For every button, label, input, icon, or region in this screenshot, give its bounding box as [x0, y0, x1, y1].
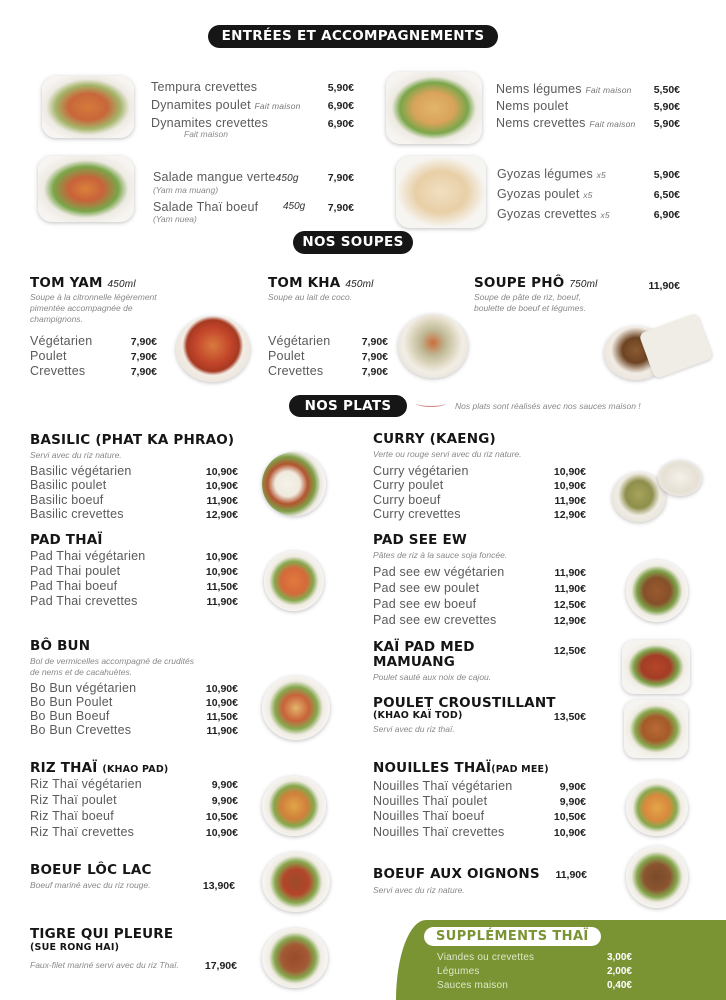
menu-item-name: Basilic boeuf [30, 493, 104, 507]
menu-item-name: Crevettes [268, 364, 324, 378]
dish-title: PAD SEE EW [373, 532, 467, 548]
menu-item-price: 9,90€ [559, 781, 586, 793]
menu-item-price: 7,90€ [361, 336, 388, 348]
menu-item-name: Poulet [268, 349, 305, 363]
menu-item-price: 5,90€ [327, 82, 354, 94]
desc-line: Bol de vermicelles accompagné de crudités [30, 656, 194, 666]
menu-item-price: 11,50€ [206, 581, 238, 593]
menu-item-price: 5,50€ [653, 84, 680, 96]
menu-item-price: 7,90€ [327, 172, 354, 184]
quantity-tag: x5 [600, 210, 610, 220]
menu-item-name: Riz Thaï crevettes [30, 825, 135, 839]
menu-item-price: 12,50€ [553, 645, 586, 657]
section-title-plats: NOS PLATS [289, 395, 407, 417]
menu-item-name: Bo Bun Boeuf [30, 709, 110, 723]
supplement-name: Légumes [437, 966, 480, 977]
item-name: Salade mangue verte [153, 170, 276, 184]
dish-title [30, 760, 168, 776]
menu-item-name: Riz Thaï boeuf [30, 809, 114, 823]
menu-item-price: 17,90€ [204, 960, 237, 972]
item-name: Gyozas poulet [497, 187, 580, 201]
dish-title [373, 760, 549, 776]
desc-line: de nems et de cacahuètes. [30, 667, 133, 677]
menu-item-price: 7,90€ [361, 366, 388, 378]
dish-title: PAD THAÏ [30, 532, 103, 548]
menu-item-price: 10,50€ [553, 811, 586, 823]
menu-item-name: Curry végétarien [373, 464, 469, 478]
menu-item-price: 10,90€ [553, 466, 586, 478]
supplement-price: 0,40€ [606, 980, 632, 991]
title-text: NOUILLES THAÏ [373, 760, 492, 776]
title-text: RIZ THAÏ [30, 760, 98, 776]
poulet-croustillant-photo [624, 700, 688, 758]
menu-item-name: Basilic poulet [30, 478, 107, 492]
kai-pad-photo [622, 640, 690, 694]
item-name: Gyozas légumes [497, 167, 593, 181]
soup-description [474, 292, 586, 314]
item-name: Dynamites poulet [151, 98, 251, 112]
menu-item-price: 11,90€ [555, 869, 587, 881]
rice-bowl-photo [658, 460, 702, 496]
menu-item-name: Pad see ew poulet [373, 581, 480, 595]
riz-thai-photo [262, 776, 326, 836]
menu-item-name: Nouilles Thaï crevettes [373, 825, 505, 839]
volume: 450ml [107, 279, 136, 290]
fait-maison-tag: Fait maison [589, 119, 636, 129]
quantity-tag: x5 [583, 190, 593, 200]
title-text: TOM KHA [268, 275, 341, 291]
desc-line: pimentée accompagnée de [30, 303, 133, 313]
thai-name: (Yam ma muang) [153, 185, 219, 195]
menu-item-name: Nouilles Thaï poulet [373, 794, 488, 808]
menu-item-name: Poulet [30, 349, 67, 363]
menu-item-price: 7,90€ [130, 366, 157, 378]
volume: 450ml [345, 279, 374, 290]
nouilles-photo [626, 780, 688, 836]
plats-note: Nos plats sont réalisés avec nos sauces maison ! [455, 401, 641, 411]
oignons-photo [626, 846, 688, 908]
menu-item-price: 10,90€ [205, 480, 238, 492]
desc-line: Soupe de pâte de riz, boeuf, [474, 292, 581, 302]
menu-item-price: 10,50€ [205, 811, 238, 823]
menu-item-name: Tempura crevettes [151, 80, 258, 94]
menu-item-name: Crevettes [30, 364, 86, 378]
menu-item-price: 11,90€ [648, 280, 680, 292]
volume: 750ml [569, 279, 598, 290]
dish-description: Verte ou rouge servi avec du riz nature. [373, 449, 522, 459]
menu-item-name: Nouilles Thaï boeuf [373, 809, 485, 823]
menu-item-price: 9,90€ [211, 779, 238, 791]
dish-title: BOEUF LÔC LAC [30, 862, 152, 878]
menu-item-price: 11,90€ [554, 567, 586, 579]
dish-description: Servi avec du riz thaï. [373, 724, 455, 734]
supplement-price: 2,00€ [606, 966, 632, 977]
menu-item-price: 5,90€ [653, 169, 680, 181]
desc-line: champignons. [30, 314, 83, 324]
dish-title: BOEUF AUX OIGNONS [373, 866, 540, 882]
dish-description: Faux-filet mariné servi avec du riz Thaï. [30, 960, 179, 970]
title-line: KAÏ PAD MED [373, 639, 475, 655]
item-name: Nems légumes [496, 82, 582, 96]
menu-item-name: Salade Thaï boeuf [153, 200, 259, 214]
tom-yam-photo [176, 316, 250, 382]
menu-item-price: 10,90€ [553, 827, 586, 839]
menu-item-name [496, 116, 635, 130]
title-text: TOM YAM [30, 275, 103, 291]
bo-bun-photo [262, 676, 330, 740]
menu-item-name: Nouilles Thaï végétarien [373, 779, 513, 793]
menu-item-price: 7,90€ [327, 202, 354, 214]
item-name: Nems crevettes [496, 116, 586, 130]
soup-title-tom-kha [268, 275, 374, 291]
gyozas-photo [396, 156, 486, 228]
menu-item-price: 10,90€ [205, 466, 238, 478]
menu-item-name [496, 82, 632, 96]
desc-line: Soupe à la citronnelle légèrement [30, 292, 157, 302]
title-text: SOUPE PHÔ [474, 275, 565, 291]
dish-description: Boeuf mariné avec du riz rouge. [30, 880, 151, 890]
section-title-entrees: ENTRÉES ET ACCOMPAGNEMENTS [208, 25, 498, 48]
salade-photo [38, 156, 134, 222]
menu-item-price: 12,90€ [553, 509, 586, 521]
fait-maison-tag: Fait maison [254, 101, 301, 111]
fait-maison-tag: Fait maison [184, 129, 228, 139]
supplement-name: Sauces maison [437, 980, 508, 991]
loc-lac-photo [262, 852, 330, 912]
menu-item-name: Riz Thaï poulet [30, 793, 117, 807]
dish-description: Servi avec du riz nature. [30, 450, 122, 460]
tempura-photo [42, 76, 134, 138]
section-title-soupes: NOS SOUPES [293, 231, 413, 254]
menu-item-name: Curry poulet [373, 478, 444, 492]
menu-item-price: 10,90€ [553, 480, 586, 492]
menu-item-price: 11,90€ [206, 596, 238, 608]
menu-item-name: Bo Bun Poulet [30, 695, 113, 709]
item-name: Gyozas crevettes [497, 207, 597, 221]
soup-title-tom-yam [30, 275, 136, 291]
dish-subtitle: (SUE RONG HAI) [30, 942, 120, 953]
dish-description: Servi avec du riz nature. [373, 885, 465, 895]
menu-item-name: Végétarien [268, 334, 331, 348]
menu-item-price: 11,90€ [554, 495, 586, 507]
supplements-panel [396, 920, 726, 1000]
menu-item-name: Curry crevettes [373, 507, 461, 521]
menu-item-name: Végétarien [30, 334, 93, 348]
menu-item-price: 11,90€ [554, 583, 586, 595]
menu-item-name: Pad see ew crevettes [373, 613, 497, 627]
menu-item-name [151, 98, 301, 112]
supplement-price: 3,00€ [606, 952, 632, 963]
menu-item-price: 10,90€ [205, 551, 238, 563]
item-weight: 450g [283, 201, 306, 212]
menu-item-price: 6,90€ [653, 209, 680, 221]
menu-item-name: Bo Bun végétarien [30, 681, 137, 695]
dish-description: Pâtes de riz à la sauce soja foncée. [373, 550, 508, 560]
supplement-name: Viandes ou crevettes [437, 952, 535, 963]
menu-item-name: Curry boeuf [373, 493, 441, 507]
menu-item-name: Basilic crevettes [30, 507, 124, 521]
title-line: MAMUANG [373, 654, 456, 670]
pad-see-ew-photo [626, 560, 688, 622]
menu-item-price: 9,90€ [211, 795, 238, 807]
menu-item-price: 5,90€ [653, 101, 680, 113]
menu-item-price: 6,50€ [653, 189, 680, 201]
menu-item-price: 10,90€ [205, 566, 238, 578]
menu-item-name [153, 170, 299, 184]
quantity-tag: x5 [596, 170, 606, 180]
pad-thai-photo [264, 551, 324, 611]
menu-item-price: 12,90€ [553, 615, 586, 627]
desc-line: boulette de boeuf et légumes. [474, 303, 586, 313]
dish-title: CURRY (KAENG) [373, 431, 496, 447]
menu-item-name [497, 207, 610, 221]
menu-item-name [497, 167, 606, 181]
dish-description [30, 656, 194, 678]
menu-item-name: Dynamites crevettes [151, 116, 269, 130]
menu-item-name: Pad Thai poulet [30, 564, 121, 578]
dish-title: TIGRE QUI PLEURE [30, 926, 174, 942]
title-subtitle: (KHAO PAD) [102, 764, 169, 775]
dish-title: BÔ BUN [30, 638, 91, 654]
menu-item-name: Riz Thaï végétarien [30, 777, 142, 791]
menu-item-price: 12,50€ [553, 599, 586, 611]
menu-item-name: Pad Thai boeuf [30, 579, 118, 593]
menu-item-price: 11,90€ [206, 495, 238, 507]
menu-item-price: 12,90€ [205, 509, 238, 521]
menu-item-price: 10,90€ [205, 697, 238, 709]
menu-item-price: 6,90€ [327, 118, 354, 130]
menu-item-name [497, 187, 593, 201]
menu-item-price: 7,90€ [361, 351, 388, 363]
menu-item-name: Pad Thai crevettes [30, 594, 138, 608]
arrow-icon [416, 399, 446, 407]
tigre-photo [262, 928, 328, 988]
menu-item-price: 11,90€ [206, 725, 238, 737]
menu-item-price: 13,50€ [553, 711, 586, 723]
menu-item-price: 7,90€ [130, 351, 157, 363]
title-subtitle: (PAD MEE) [491, 764, 549, 775]
dish-title [373, 640, 475, 670]
menu-item-name: Pad see ew végétarien [373, 565, 505, 579]
menu-item-price: 10,90€ [205, 683, 238, 695]
menu-item-name: Bo Bun Crevettes [30, 723, 132, 737]
menu-item-name: Nems poulet [496, 99, 569, 113]
nems-photo [386, 72, 482, 144]
menu-item-name: Basilic végétarien [30, 464, 132, 478]
dish-description: Poulet sauté aux noix de cajou. [373, 672, 492, 682]
soup-description: Soupe au lait de coco. [268, 292, 353, 302]
dish-subtitle: (KHAO KAÏ TOD) [373, 710, 463, 721]
item-weight: 450g [275, 173, 299, 184]
thai-name: (Yam nuea) [153, 214, 197, 224]
basilic-photo [262, 452, 326, 516]
dish-title: BASILIC (PHAT KA PHRAO) [30, 432, 235, 448]
menu-item-price: 13,90€ [202, 880, 235, 892]
tom-kha-photo [398, 314, 468, 378]
menu-item-price: 9,90€ [559, 796, 586, 808]
fait-maison-tag: Fait maison [585, 85, 632, 95]
menu-item-name: Pad see ew boeuf [373, 597, 477, 611]
menu-item-price: 10,90€ [205, 827, 238, 839]
menu-item-price: 11,50€ [206, 711, 238, 723]
soup-description [30, 292, 157, 325]
menu-item-price: 7,90€ [130, 336, 157, 348]
dish-title: POULET CROUSTILLANT [373, 695, 556, 711]
menu-item-price: 6,90€ [327, 100, 354, 112]
menu-item-price: 5,90€ [653, 118, 680, 130]
section-title-supplements: SUPPLÉMENTS THAÏ [424, 927, 601, 946]
menu-item-name: Pad Thai végétarien [30, 549, 146, 563]
soup-title-pho [474, 275, 598, 291]
